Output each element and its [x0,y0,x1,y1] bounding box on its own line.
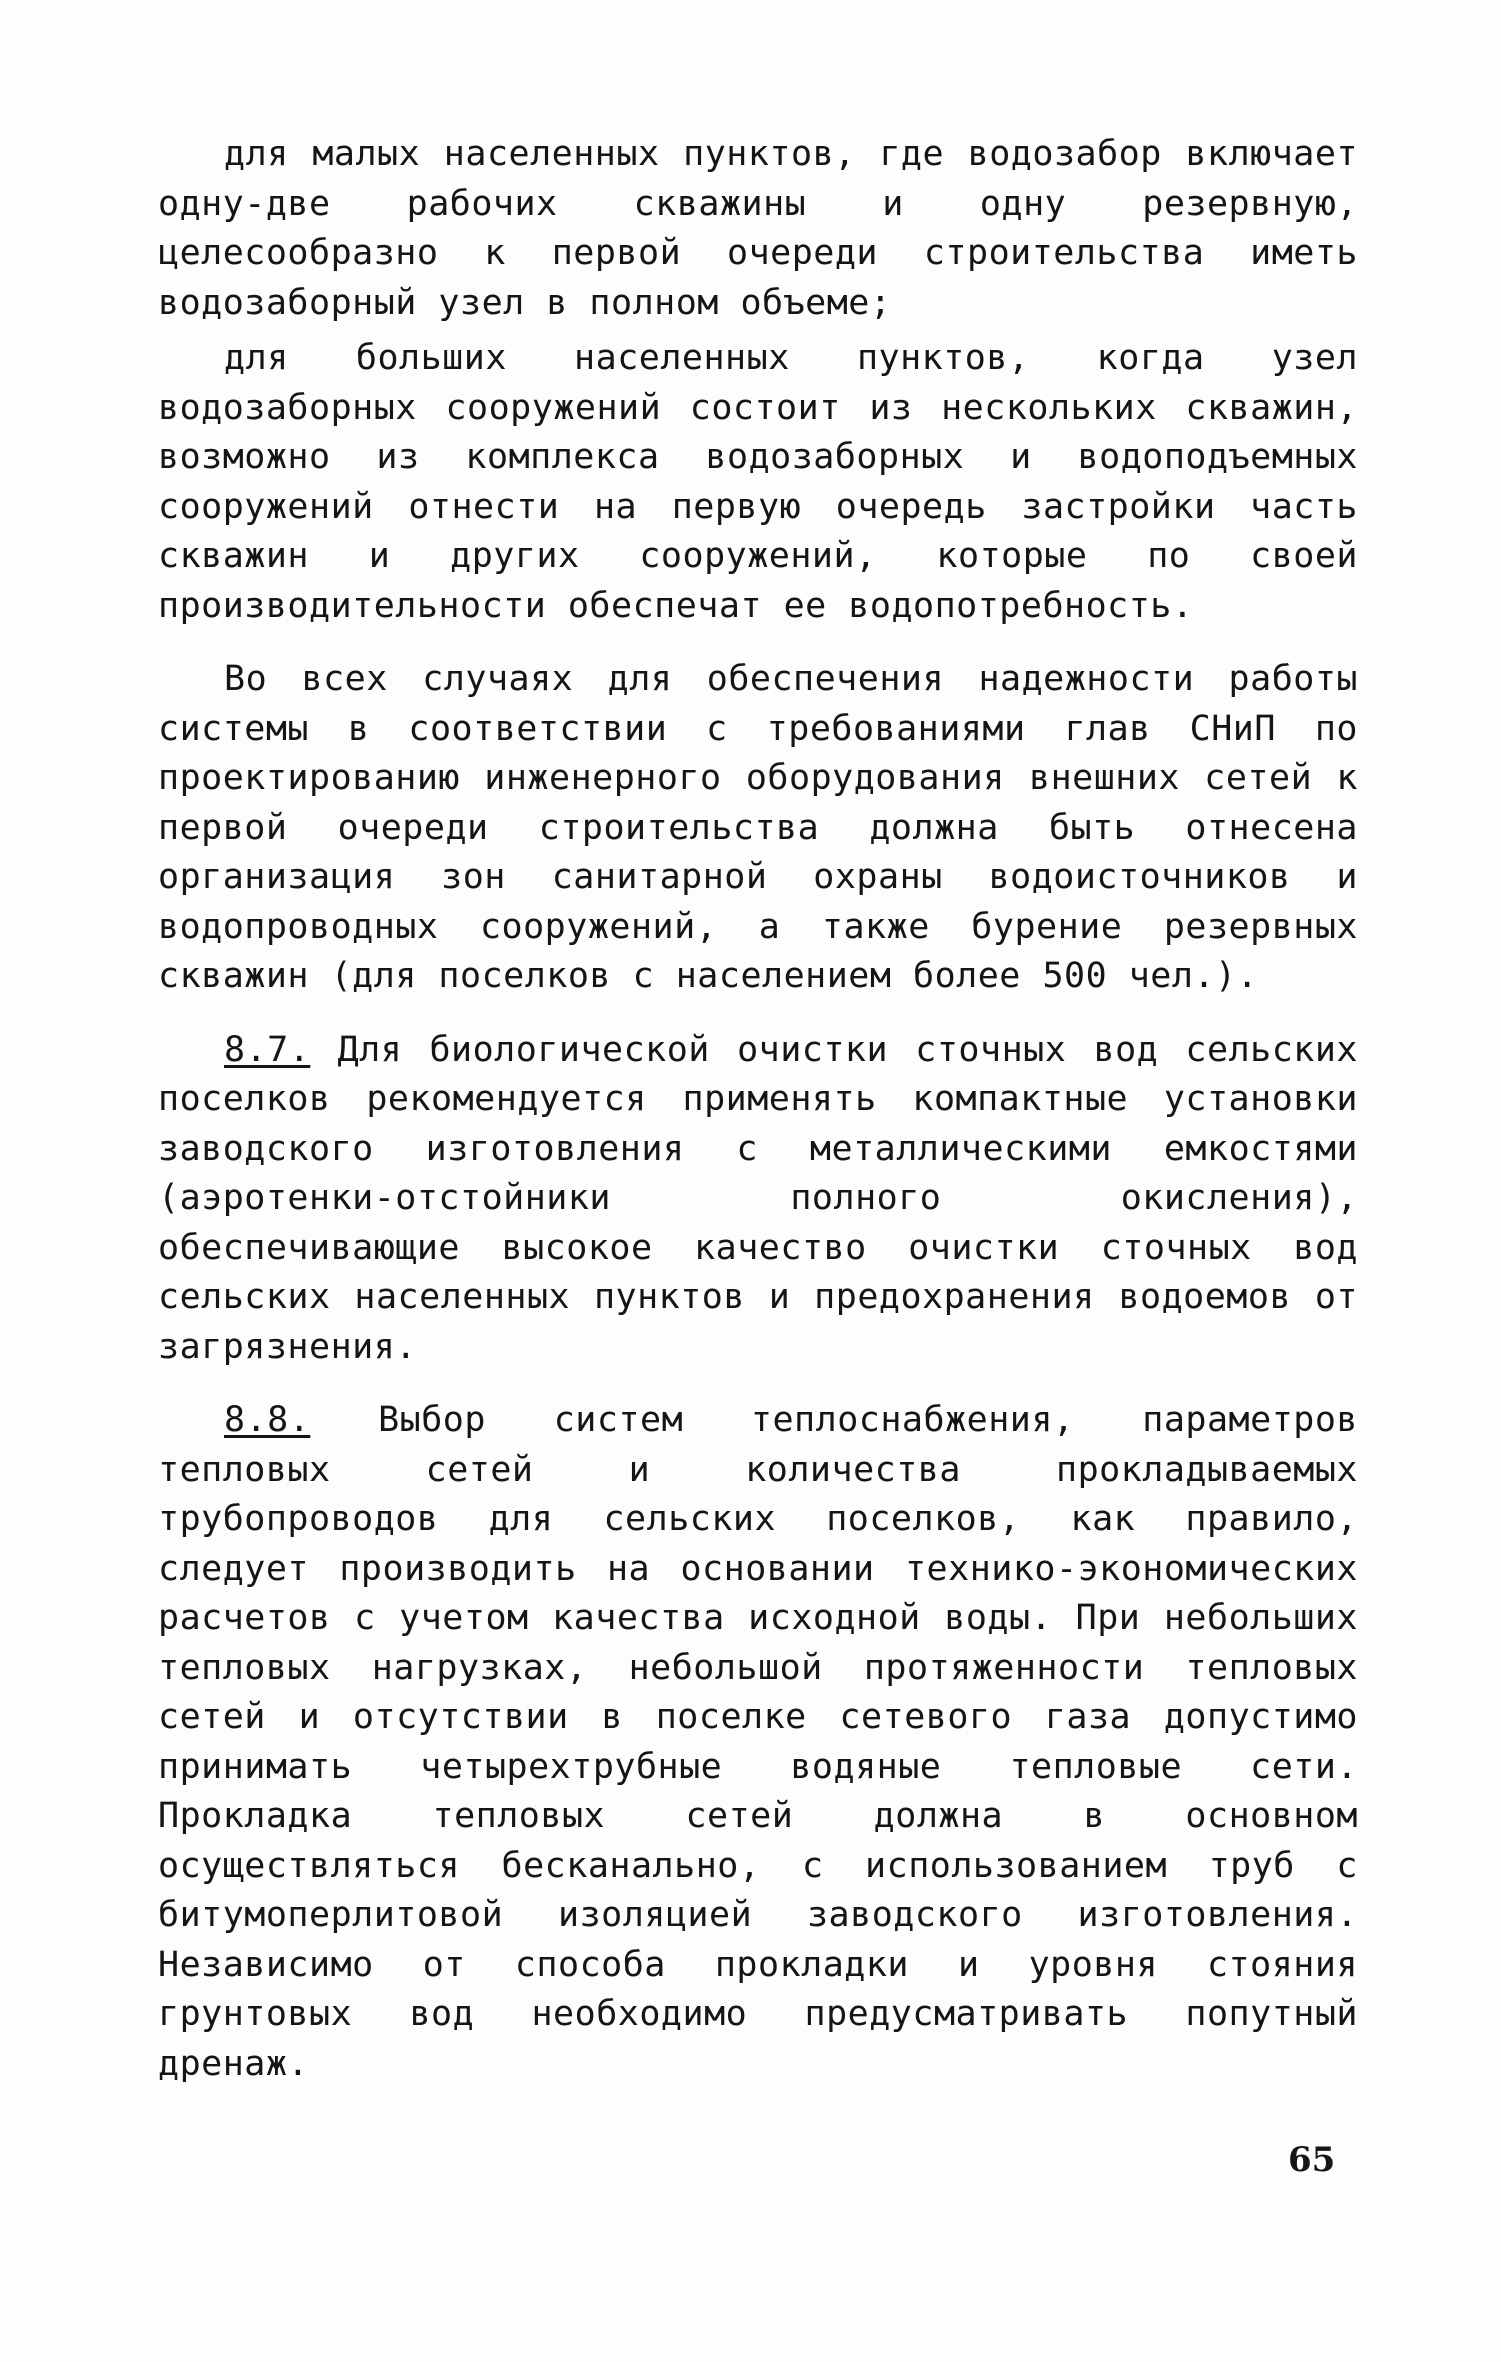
paragraph-text: для малых населенных пунктов, где водозабор включает одну-две рабочих скважины и одну резервную, целесообразно к первой очереди строительства иметь водозаборный узел в полном объеме; [158,134,1358,323]
paragraph-all-cases [158,655,1358,1002]
page-number: 65 [1288,2140,1336,2180]
section-number: 8.7. [224,1029,311,1070]
paragraph-large-settlements [158,334,1358,631]
paragraph-text: для больших населенных пунктов, когда узел водозаборных сооружений состоит из нескольких скважин, возможно из комплекса водозаборных и водоподъемных сооружений отнести на первую очередь застройки часть скважин и других сооружений, которые по своей производительности обеспечат ее водопотребность. [158,338,1358,626]
paragraph-small-settlements [158,130,1358,328]
paragraph-text: Во всех случаях для обеспечения надежности работы системы в соответствии с требованиями глав СНиП по проектированию инженерного оборудования внешних сетей к первой очереди строительства должна быть отнесена организация зон санитарной охраны водоисточников и водопроводных сооружений, а также бурение резервных скважин (для поселков с населением более 500 чел.). [158,659,1358,996]
paragraph-text: Выбор систем теплоснабжения, параметров тепловых сетей и количества прокладываемых трубопроводов для сельских поселков, как правило, следует производить на основании технико-экономических расчетов с учетом качества исходной воды. При небольших тепловых нагрузках, небольшой протяженности тепловых сетей и отсутствии в поселке сетевого газа допустимо принимать четырехтрубные водяные тепловые сети. Прокладка тепловых сетей должна в основном осуществляться бесканально, с использованием труб с битумоперлитовой изоляцией заводского изготовления. Независимо от способа прокладки и уровня стояния грунтовых вод необходимо предусматривать попутный дренаж. [158,1400,1358,2084]
section-8-8 [158,1396,1358,2089]
body-text [158,130,1358,2089]
section-8-7 [158,1026,1358,1373]
paragraph-text: Для биологической очистки сточных вод сельских поселков рекомендуется применять компактные установки заводского изготовления с металлическими емкостями (аэротенки-отстойники полного окисления), обеспечивающие высокое качество очистки сточных вод сельских населенных пунктов и предохранения водоемов от загрязнения. [158,1029,1358,1367]
section-number: 8.8. [224,1400,311,1440]
